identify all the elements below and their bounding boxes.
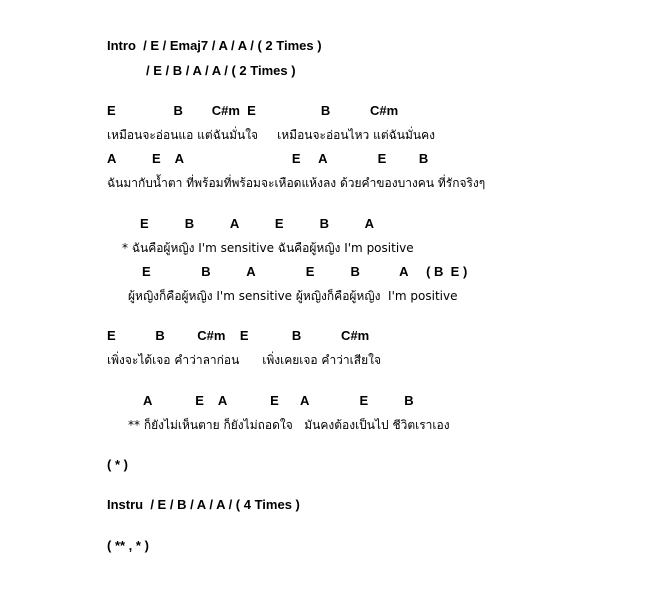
verse1-lyrics-1: เหมือนจะอ่อนแอ แต่ฉันมั่นใจ เหมือนจะอ่อนไหว แต่ฉันมั่นคง (107, 128, 435, 142)
repeat-bridge-chorus: ( ** , * ) (107, 538, 149, 553)
chorus-lyrics-2: ผู้หญิงก็คือผู้หญิง I'm sensitive ผู้หญิงก็คือผู้หญิง I'm positive (128, 289, 458, 303)
bridge-lyrics: ** ก็ยังไม่เห็นตาย ก็ยังไม่ถอดใจ มันคงต้องเป็นไป ชีวิตเราเอง (128, 418, 450, 432)
verse2-chords: E B C#m E B C#m (107, 328, 370, 343)
verse2-lyrics: เพิ่งจะได้เจอ คำว่าลาก่อน เพิ่งเคยเจอ คำว่าเสียใจ (107, 353, 382, 367)
instru-line: Instru / E / B / A / A / ( 4 Times ) (107, 497, 300, 512)
chorus-chords-1: E B A E B A (140, 216, 375, 231)
bridge-chords: A E A E A E B (143, 393, 414, 408)
verse1-chords-1: E B C#m E B C#m (107, 103, 399, 118)
chorus-lyrics-1: * ฉันคือผู้หญิง I'm sensitive ฉันคือผู้หญิง I'm positive (122, 241, 414, 255)
intro-line-2: / E / B / A / A / ( 2 Times ) (146, 63, 296, 78)
repeat-chorus: ( * ) (107, 457, 128, 472)
intro-line-1: Intro / E / Emaj7 / A / A / ( 2 Times ) (107, 38, 322, 53)
verse1-lyrics-2: ฉันมากับน้ำตา ที่พร้อมที่พร้อมจะเหือดแห้งลง ด้วยคำของบางคน ที่รักจริงๆ (107, 176, 486, 190)
verse1-chords-2: A E A E A E B (107, 151, 429, 166)
chorus-chords-2: E B A E B A ( B E ) (142, 264, 468, 279)
